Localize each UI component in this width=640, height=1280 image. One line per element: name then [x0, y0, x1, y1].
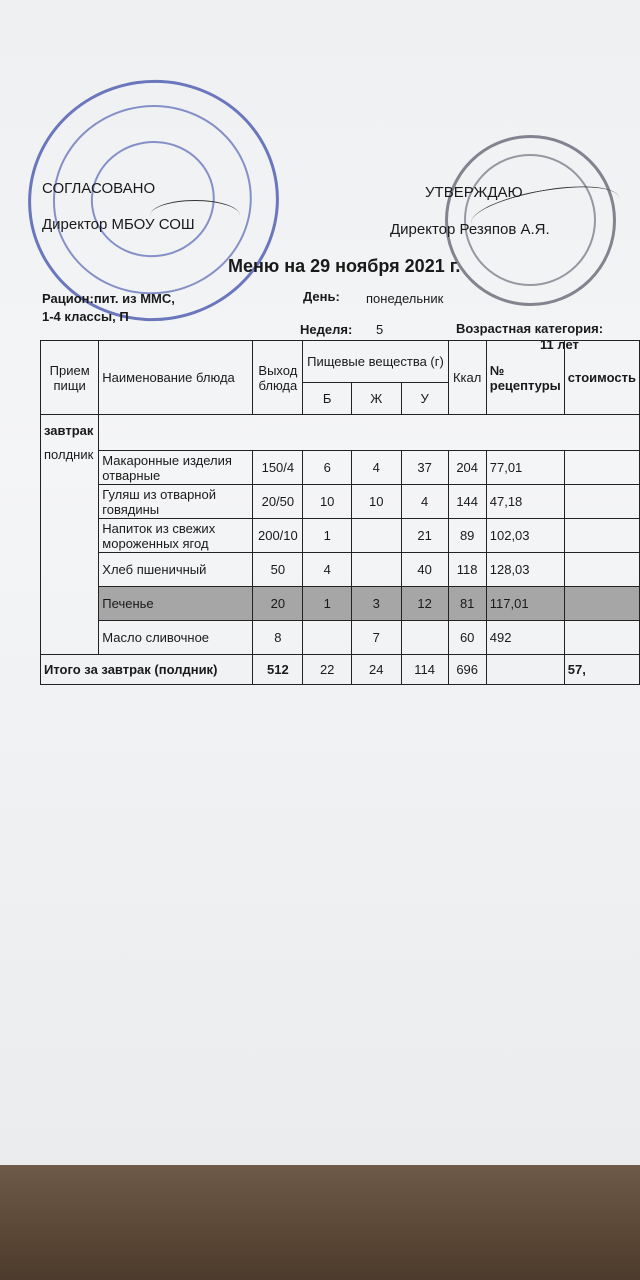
dish-zh: 7 [351, 621, 401, 655]
dish-kcal: 81 [448, 587, 486, 621]
dish-name: Масло сливочное [99, 621, 253, 655]
table-row [41, 519, 640, 553]
dish-output: 20/50 [253, 485, 303, 519]
dish-output: 20 [253, 587, 303, 621]
dish-kcal: 118 [448, 553, 486, 587]
total-u: 114 [401, 655, 448, 685]
dish-zh: 3 [351, 587, 401, 621]
page-title: Меню на 29 ноября 2021 г. [228, 256, 461, 276]
total-output: 512 [253, 655, 303, 685]
dish-b: 1 [303, 519, 352, 553]
dish-kcal: 89 [448, 519, 486, 553]
age-category-value: 11 лет [540, 337, 579, 352]
dish-u: 37 [401, 451, 448, 485]
dish-recipe: 492 [486, 621, 564, 655]
header-nutrients: Пищевые вещества (г) [303, 341, 448, 383]
dish-zh: 4 [351, 451, 401, 485]
dish-output: 150/4 [253, 451, 303, 485]
dish-output: 50 [253, 553, 303, 587]
age-category-label: Возрастная категория: [456, 321, 604, 336]
table-row [41, 621, 640, 655]
dish-cost [564, 621, 639, 655]
dish-name: Гуляш из отварной говядины [99, 485, 253, 519]
header-b: Б [303, 383, 352, 415]
dish-u: 12 [401, 587, 448, 621]
dish-kcal: 60 [448, 621, 486, 655]
header-recipe: № рецептуры [486, 341, 564, 415]
dish-name: Хлеб пшеничный [99, 553, 253, 587]
table-row [41, 451, 640, 485]
dish-recipe: 47,18 [486, 485, 564, 519]
dish-cost [564, 485, 639, 519]
table-row [41, 485, 640, 519]
dish-zh [351, 519, 401, 553]
header-u: У [401, 383, 448, 415]
ration-label: Рацион:пит. из ММС, [42, 291, 175, 306]
week-label: Неделя: [300, 322, 353, 337]
dish-u [401, 621, 448, 655]
classes-label: 1-4 классы, П [42, 309, 129, 324]
dish-cost [564, 451, 639, 485]
dish-name: Макаронные изделия отварные [99, 451, 253, 485]
dish-name: Напиток из свежих мороженных ягод [99, 519, 253, 553]
total-kcal: 696 [448, 655, 486, 685]
total-label: Итого за завтрак (полдник) [41, 655, 253, 685]
day-value: понедельник [366, 291, 444, 306]
total-b: 22 [303, 655, 352, 685]
dish-zh: 10 [351, 485, 401, 519]
meal-cell [41, 415, 99, 655]
dish-b: 10 [303, 485, 352, 519]
dish-recipe: 77,01 [486, 451, 564, 485]
table-row [41, 553, 640, 587]
dish-b: 4 [303, 553, 352, 587]
dish-zh [351, 553, 401, 587]
header-output: Выход блюда [253, 341, 303, 415]
approved-by: Директор Резяпов А.Я. [390, 221, 550, 238]
dish-b: 1 [303, 587, 352, 621]
header-dish: Наименование блюда [99, 341, 253, 415]
dish-recipe: 117,01 [486, 587, 564, 621]
dish-name: Печенье [99, 587, 253, 621]
dish-u: 21 [401, 519, 448, 553]
dish-output: 8 [253, 621, 303, 655]
dish-output: 200/10 [253, 519, 303, 553]
header-kcal: Ккал [448, 341, 486, 415]
dish-b [303, 621, 352, 655]
dish-u: 40 [401, 553, 448, 587]
table-row [41, 587, 640, 621]
total-cost: 57, [564, 655, 639, 685]
meal-breakfast: завтрак [44, 423, 94, 438]
day-label: День: [303, 289, 340, 304]
dish-cost [564, 587, 639, 621]
dish-u: 4 [401, 485, 448, 519]
dish-cost [564, 553, 639, 587]
dish-recipe: 102,03 [486, 519, 564, 553]
header-cost: стоимость [564, 341, 639, 415]
total-recipe [486, 655, 564, 685]
total-row [41, 655, 640, 685]
approved-label: УТВЕРЖДАЮ [425, 184, 523, 201]
week-value: 5 [376, 322, 384, 337]
agreed-label: СОГЛАСОВАНО [42, 180, 156, 197]
total-zh: 24 [351, 655, 401, 685]
header-meal: Прием пищи [41, 341, 99, 415]
dish-b: 6 [303, 451, 352, 485]
menu-table [40, 340, 640, 685]
dish-kcal: 144 [448, 485, 486, 519]
agreed-by: Директор МБОУ СОШ [42, 216, 195, 233]
empty-row [99, 415, 640, 451]
dish-kcal: 204 [448, 451, 486, 485]
dish-recipe: 128,03 [486, 553, 564, 587]
header-zh: Ж [351, 383, 401, 415]
background-surface [0, 1165, 640, 1280]
dish-cost [564, 519, 639, 553]
meal-snack: полдник [44, 447, 94, 462]
